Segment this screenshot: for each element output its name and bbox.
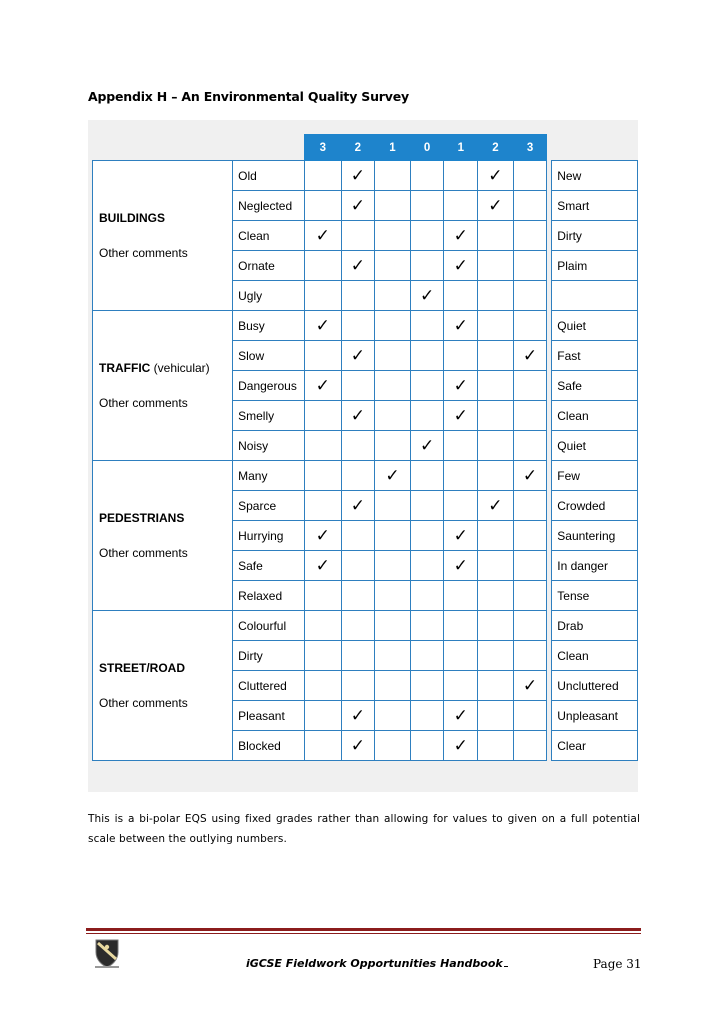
footer-rule (86, 928, 641, 931)
rating-cell-checked (410, 281, 444, 311)
rating-cell-checked (304, 311, 341, 341)
eqs-survey-figure (88, 120, 638, 792)
rating-cell-checked (375, 461, 411, 491)
rating-cell-checked (513, 671, 547, 701)
rating-cell (375, 191, 411, 221)
check-mark-icon: ✓ (385, 465, 400, 486)
check-mark-icon: ✓ (453, 255, 468, 276)
rating-cell-checked (444, 521, 478, 551)
check-mark-icon: ✓ (488, 195, 503, 216)
check-mark-icon: ✓ (315, 555, 330, 576)
rating-cell (478, 581, 514, 611)
check-mark-icon: ✓ (453, 705, 468, 726)
right-descriptor: Few (552, 461, 638, 491)
rating-cell (478, 671, 514, 701)
right-descriptor: Safe (552, 371, 638, 401)
left-descriptor: Relaxed (233, 581, 305, 611)
rating-cell (410, 671, 444, 701)
right-descriptor: Clear (552, 731, 638, 761)
check-mark-icon: ✓ (315, 225, 330, 246)
rating-cell (513, 551, 547, 581)
rating-cell (410, 341, 444, 371)
rating-cell-checked (444, 551, 478, 581)
rating-cell (410, 731, 444, 761)
rating-cell (513, 521, 547, 551)
left-descriptor: Pleasant (233, 701, 305, 731)
rating-cell (478, 311, 514, 341)
rating-cell (375, 581, 411, 611)
right-descriptor: Tense (552, 581, 638, 611)
rating-cell (304, 191, 341, 221)
rating-cell (410, 161, 444, 191)
check-mark-icon: ✓ (350, 165, 365, 186)
rating-cell (341, 611, 375, 641)
rating-cell-checked (444, 371, 478, 401)
rating-cell (478, 551, 514, 581)
scale-header-cell: 3 (304, 135, 341, 161)
check-mark-icon: ✓ (350, 705, 365, 726)
right-descriptor: Quiet (552, 431, 638, 461)
right-descriptor (552, 281, 638, 311)
rating-cell (341, 581, 375, 611)
rating-cell (375, 251, 411, 281)
check-mark-icon: ✓ (453, 375, 468, 396)
check-mark-icon: ✓ (453, 525, 468, 546)
rating-cell (341, 461, 375, 491)
right-descriptor: Drab (552, 611, 638, 641)
right-descriptor: New (552, 161, 638, 191)
section-title (99, 362, 232, 374)
rating-cell (444, 341, 478, 371)
school-crest-logo (92, 937, 122, 969)
rating-cell-checked (304, 371, 341, 401)
survey-note: This is a bi-polar EQS using fixed grades rather than allowing for values to given on a full potential scale between the outlying numbers. (88, 813, 640, 845)
rating-cell (341, 431, 375, 461)
right-descriptor: Unpleasant (552, 701, 638, 731)
rating-cell-checked (410, 431, 444, 461)
rating-cell-checked (478, 491, 514, 521)
rating-cell-checked (444, 401, 478, 431)
rating-cell (304, 401, 341, 431)
rating-cell (375, 401, 411, 431)
left-descriptor: Noisy (233, 431, 305, 461)
rating-cell-checked (341, 701, 375, 731)
rating-cell (513, 161, 547, 191)
rating-cell-checked (341, 161, 375, 191)
left-descriptor: Hurrying (233, 521, 305, 551)
rating-cell (304, 161, 341, 191)
rating-cell-checked (341, 491, 375, 521)
left-descriptor: Blocked (233, 731, 305, 761)
page-number: Page 31 (593, 957, 642, 971)
rating-cell (375, 671, 411, 701)
other-comments-label: Other comments (99, 396, 188, 410)
section-title-text: BUILDINGS (99, 211, 165, 225)
rating-cell-checked (341, 341, 375, 371)
rating-cell (513, 581, 547, 611)
rating-cell (375, 161, 411, 191)
left-descriptor: Dirty (233, 641, 305, 671)
check-mark-icon: ✓ (315, 375, 330, 396)
check-mark-icon: ✓ (453, 405, 468, 426)
rating-cell (444, 491, 478, 521)
survey-row (93, 311, 638, 341)
check-mark-icon: ✓ (315, 525, 330, 546)
eqs-table-body (93, 135, 638, 761)
right-descriptor: Uncluttered (552, 671, 638, 701)
rating-cell (478, 401, 514, 431)
check-mark-icon: ✓ (522, 675, 538, 696)
left-descriptor: Ugly (233, 281, 305, 311)
check-mark-icon: ✓ (453, 225, 468, 246)
scale-header-cell: 1 (375, 135, 411, 161)
rating-cell (444, 161, 478, 191)
section-title (99, 662, 232, 674)
rating-cell (513, 731, 547, 761)
rating-cell-checked (341, 731, 375, 761)
rating-cell (375, 311, 411, 341)
section-title-text: TRAFFIC (99, 361, 151, 375)
rating-cell (304, 461, 341, 491)
rating-cell (513, 191, 547, 221)
rating-cell (341, 371, 375, 401)
rating-cell (513, 641, 547, 671)
right-descriptor: Sauntering (552, 521, 638, 551)
rating-cell-checked (304, 521, 341, 551)
rating-cell (444, 641, 478, 671)
rating-cell (410, 221, 444, 251)
rating-cell (304, 341, 341, 371)
rating-cell (444, 431, 478, 461)
check-mark-icon: ✓ (350, 195, 365, 216)
check-mark-icon: ✓ (350, 495, 365, 516)
check-mark-icon: ✓ (453, 555, 468, 576)
check-mark-icon: ✓ (522, 345, 538, 366)
header-spacer (233, 135, 305, 161)
rating-cell (478, 521, 514, 551)
left-descriptor: Smelly (233, 401, 305, 431)
rating-cell (478, 461, 514, 491)
right-descriptor: Plaim (552, 251, 638, 281)
section-title (99, 212, 232, 224)
rating-cell (410, 401, 444, 431)
rating-cell (375, 341, 411, 371)
check-mark-icon: ✓ (350, 735, 365, 756)
right-descriptor: In danger (552, 551, 638, 581)
rating-cell (478, 371, 514, 401)
check-mark-icon: ✓ (420, 285, 435, 306)
check-mark-icon: ✓ (488, 495, 503, 516)
survey-row (93, 611, 638, 641)
rating-cell-checked (478, 191, 514, 221)
other-comments-label: Other comments (99, 546, 188, 560)
rating-cell (513, 281, 547, 311)
rating-cell (444, 281, 478, 311)
rating-cell (478, 731, 514, 761)
section-title (99, 512, 232, 524)
rating-cell (478, 431, 514, 461)
rating-cell (478, 641, 514, 671)
rating-cell (410, 191, 444, 221)
rating-cell (478, 281, 514, 311)
section-cell (93, 161, 233, 311)
left-descriptor: Sparce (233, 491, 305, 521)
rating-cell (513, 701, 547, 731)
rating-cell (341, 641, 375, 671)
rating-cell-checked (444, 311, 478, 341)
rating-cell (304, 671, 341, 701)
scale-header-cell: 2 (341, 135, 375, 161)
rating-cell-checked (341, 251, 375, 281)
rating-cell (304, 701, 341, 731)
rating-cell (304, 581, 341, 611)
rating-cell (410, 251, 444, 281)
check-mark-icon: ✓ (453, 315, 468, 336)
check-mark-icon: ✓ (522, 465, 538, 486)
check-mark-icon: ✓ (315, 315, 330, 336)
section-cell (93, 611, 233, 761)
rating-cell (341, 551, 375, 581)
rating-cell (478, 221, 514, 251)
rating-cell (410, 611, 444, 641)
rating-cell-checked (444, 731, 478, 761)
rating-cell-checked (478, 161, 514, 191)
rating-cell-checked (341, 191, 375, 221)
rating-cell (375, 371, 411, 401)
right-descriptor: Dirty (552, 221, 638, 251)
rating-cell (444, 611, 478, 641)
rating-cell (341, 671, 375, 701)
rating-cell (375, 431, 411, 461)
rating-cell-checked (304, 221, 341, 251)
check-mark-icon: ✓ (420, 435, 435, 456)
rating-cell-checked (513, 341, 547, 371)
rating-cell (375, 281, 411, 311)
survey-row (93, 461, 638, 491)
right-descriptor: Quiet (552, 311, 638, 341)
rating-cell (410, 641, 444, 671)
section-cell (93, 311, 233, 461)
right-descriptor: Crowded (552, 491, 638, 521)
scale-header-row (93, 135, 638, 161)
survey-row (93, 161, 638, 191)
left-descriptor: Ornate (233, 251, 305, 281)
other-comments-label: Other comments (99, 696, 188, 710)
rating-cell (410, 551, 444, 581)
rating-cell (341, 311, 375, 341)
rating-cell (444, 191, 478, 221)
header-spacer (552, 135, 638, 161)
left-descriptor: Busy (233, 311, 305, 341)
rating-cell (375, 611, 411, 641)
rating-cell (304, 641, 341, 671)
rating-cell (410, 581, 444, 611)
rating-cell (304, 611, 341, 641)
rating-cell (304, 251, 341, 281)
rating-cell (341, 521, 375, 551)
footer-handbook-title: iGCSE Fieldwork Opportunities Handbook (246, 957, 508, 971)
section-title-text: STREET/ROAD (99, 661, 186, 675)
rating-cell (341, 221, 375, 251)
right-descriptor: Fast (552, 341, 638, 371)
rating-cell (478, 251, 514, 281)
left-descriptor: Old (233, 161, 305, 191)
scale-header-cell: 3 (513, 135, 547, 161)
rating-cell (410, 371, 444, 401)
scale-header-cell: 2 (478, 135, 514, 161)
rating-cell (513, 491, 547, 521)
rating-cell-checked (444, 701, 478, 731)
section-cell (93, 461, 233, 611)
rating-cell (513, 611, 547, 641)
other-comments-label: Other comments (99, 246, 188, 260)
rating-cell-checked (304, 551, 341, 581)
rating-cell (304, 281, 341, 311)
rating-cell (304, 431, 341, 461)
page-heading: Appendix H – An Environmental Quality Survey (88, 89, 409, 104)
rating-cell (513, 311, 547, 341)
left-descriptor: Slow (233, 341, 305, 371)
rating-cell (375, 221, 411, 251)
rating-cell (410, 461, 444, 491)
rating-cell (375, 701, 411, 731)
rating-cell (513, 251, 547, 281)
footer-rule-thin (86, 933, 641, 934)
header-spacer (93, 135, 233, 161)
left-descriptor: Clean (233, 221, 305, 251)
rating-cell (304, 731, 341, 761)
check-mark-icon: ✓ (488, 165, 503, 186)
rating-cell (478, 701, 514, 731)
check-mark-icon: ✓ (350, 255, 365, 276)
scale-header-cell: 0 (410, 135, 444, 161)
rating-cell (341, 281, 375, 311)
left-descriptor: Neglected (233, 191, 305, 221)
rating-cell (410, 491, 444, 521)
rating-cell-checked (444, 251, 478, 281)
right-descriptor: Clean (552, 641, 638, 671)
rating-cell (444, 581, 478, 611)
rating-cell (444, 461, 478, 491)
rating-cell (375, 641, 411, 671)
rating-cell (375, 521, 411, 551)
rating-cell (478, 341, 514, 371)
rating-cell (410, 311, 444, 341)
rating-cell (444, 671, 478, 701)
left-descriptor: Colourful (233, 611, 305, 641)
rating-cell (410, 701, 444, 731)
rating-cell-checked (513, 461, 547, 491)
section-title-suffix: (vehicular) (150, 361, 210, 375)
left-descriptor: Cluttered (233, 671, 305, 701)
check-mark-icon: ✓ (453, 735, 468, 756)
eqs-table (92, 134, 638, 761)
rating-cell (513, 431, 547, 461)
right-descriptor: Smart (552, 191, 638, 221)
rating-cell (375, 551, 411, 581)
section-title-text: PEDESTRIANS (99, 511, 185, 525)
left-descriptor: Dangerous (233, 371, 305, 401)
rating-cell (513, 221, 547, 251)
left-descriptor: Many (233, 461, 305, 491)
rating-cell-checked (444, 221, 478, 251)
rating-cell (375, 731, 411, 761)
rating-cell (375, 491, 411, 521)
rating-cell (478, 611, 514, 641)
rating-cell (304, 491, 341, 521)
rating-cell-checked (341, 401, 375, 431)
right-descriptor: Clean (552, 401, 638, 431)
scale-header-cell: 1 (444, 135, 478, 161)
rating-cell (513, 371, 547, 401)
check-mark-icon: ✓ (350, 345, 365, 366)
rating-cell (410, 521, 444, 551)
check-mark-icon: ✓ (350, 405, 365, 426)
rating-cell (513, 401, 547, 431)
left-descriptor: Safe (233, 551, 305, 581)
